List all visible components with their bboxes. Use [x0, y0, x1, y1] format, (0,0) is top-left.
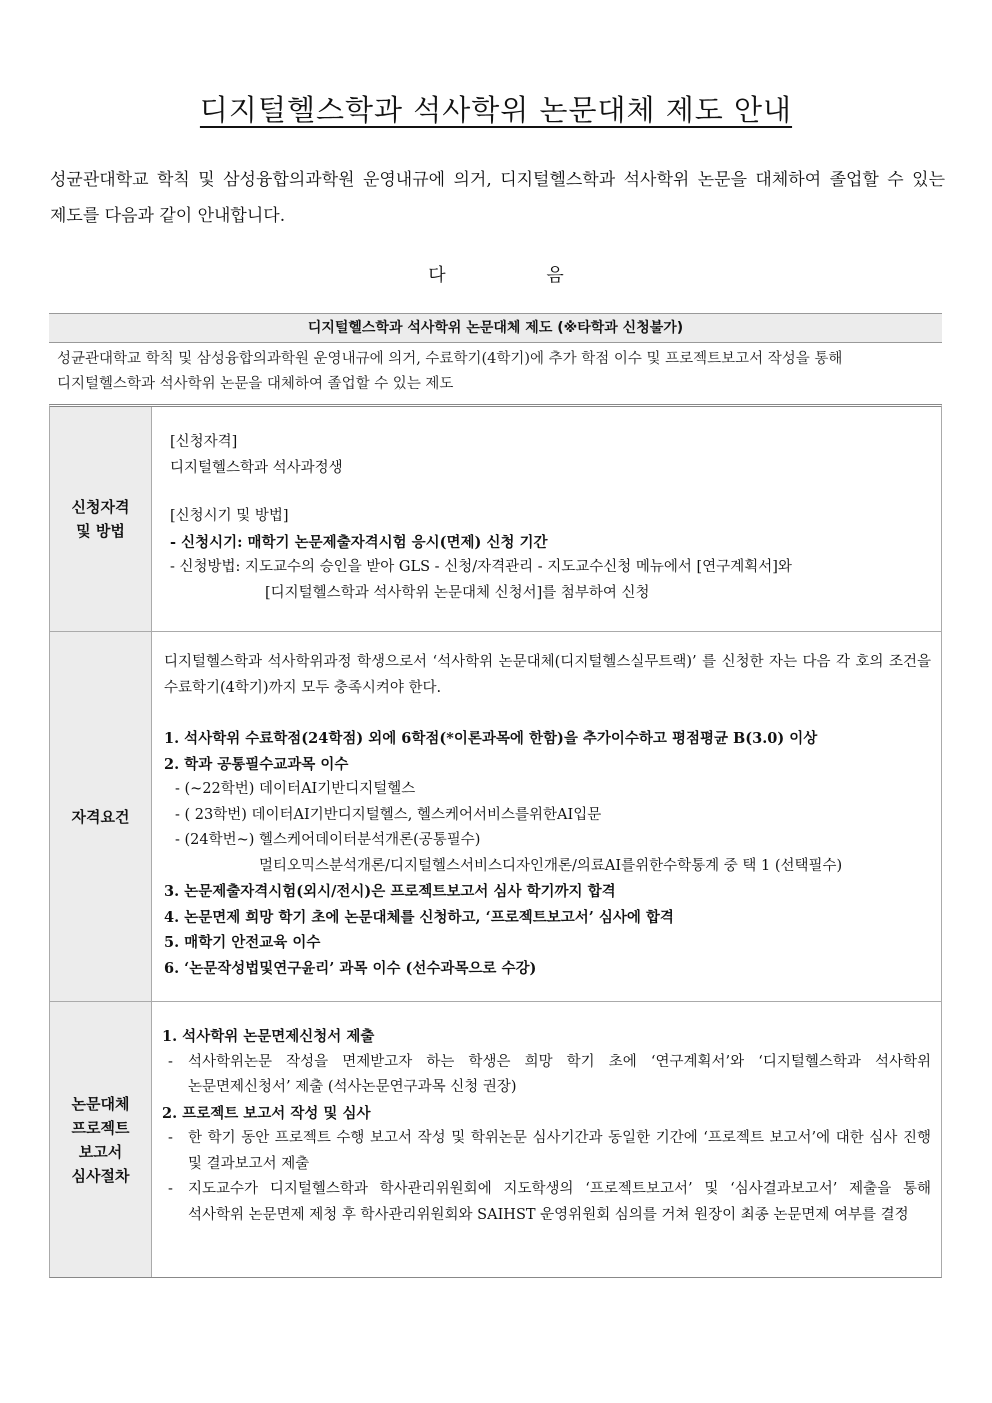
row-requirements [50, 632, 941, 1002]
requirements-intro: 디지털헬스학과 석사학위과정 학생으로서 ‘석사학위 논문대체(디지털헬스실무트랙)’ 를 신청한 자는 다음 각 호의 조건을 수료학기(4학기)까지 모두 충족시켜야 한다. [164, 654, 931, 696]
row-label-eligibility: 신청자격 및 방법 [50, 407, 152, 631]
requirement-sub-1: - (~22학번) 데이터AI기반디지털헬스 [175, 781, 416, 797]
row-label-procedure: 논문대체 프로젝트 보고서 심사절차 [50, 1002, 152, 1277]
application-method-cont: [디지털헬스학과 석사학위 논문대체 신청서]를 첨부하여 신청 [265, 584, 650, 601]
requirement-item-3: 3. 논문제출자격시험(외시/전시)은 프로젝트보고서 심사 학기까지 합격 [164, 883, 616, 900]
procedure-step-1-text: 석사학위논문 작성을 면제받고자 하는 학생은 희망 학기 초에 ‘연구계획서’와 ‘디지털헬스학과 석사학위 논문면제신청서’ 제출 (석사논문연구과목 신청 권장) [188, 1053, 931, 1095]
system-summary: 성균관대학교 학칙 및 삼성융합의과학원 운영내규에 의거, 수료학기(4학기)에 추가 학점 이수 및 프로젝트보고서 작성을 통해 디지털헬스학과 석사학위 논문을 대체하여 졸업할 수 있는 제도 [57, 351, 843, 392]
procedure-step-2-text-1: 한 학기 동안 프로젝트 수행 보고서 작성 및 학위논문 심사기간과 동일한 기간에 ‘프로젝트 보고서’에 대한 심사 진행 및 결과보고서 제출 [188, 1130, 931, 1172]
requirement-item-6: 6. ‘논문작성법및연구윤리’ 과목 이수 (선수과목으로 수강) [164, 959, 537, 977]
bullet-mark: - [168, 1181, 173, 1197]
procedure-step-2-text-2: 지도교수가 디지털헬스학과 학사관리위원회에 지도학생의 ‘프로젝트보고서’ 및 ‘심사결과보고서’ 제출을 통해 석사학위 논문면제 제청 후 학사관리위원회와 SAIHST 운영위원회 심의를 거쳐 원장이 최종 논문면제 여부를 결정 [188, 1181, 931, 1223]
row-procedure [50, 1002, 941, 1277]
intro-paragraph: 성균관대학교 학칙 및 삼성융합의과학원 운영내규에 의거, 디지털헬스학과 석사학위 논문을 대체하여 졸업할 수 있는 제도를 다음과 같이 안내합니다. [50, 170, 945, 226]
application-method: - 신청방법: 지도교수의 승인을 받아 GLS - 신청/자격관리 - 지도교수신청 메뉴에서 [연구계획서]와 [170, 559, 792, 575]
bullet-mark: - [168, 1053, 173, 1070]
application-period: - 신청시기: 매학기 논문제출자격시험 응시(면제) 신청 기간 [170, 533, 548, 551]
details-table [49, 404, 942, 1278]
requirement-sub-3: - (24학번~) 헬스케어데이터분석개론(공통필수) [175, 832, 481, 848]
qualification-heading: [신청자격] [170, 434, 238, 450]
page-title: 디지털헬스학과 석사학위 논문대체 제도 안내 [199, 93, 793, 127]
bullet-mark: - [168, 1130, 173, 1146]
qualification-text: 디지털헬스학과 석사과정생 [170, 459, 343, 476]
da-eum-label: 다 음 [428, 265, 564, 286]
procedure-step-2-bullet-2 [162, 1177, 931, 1228]
row-content-eligibility [152, 407, 941, 631]
requirement-sub-2: - ( 23학번) 데이터AI기반디지털헬스, 헬스케어서비스를위한AI입문 [175, 806, 602, 823]
procedure-step-2-title: 2. 프로젝트 보고서 작성 및 심사 [162, 1104, 371, 1122]
procedure-step-1-bullet [162, 1050, 931, 1101]
system-header: 디지털헬스학과 석사학위 논문대체 제도 (※타학과 신청불가) [49, 313, 942, 343]
requirement-item-5: 5. 매학기 안전교육 이수 [164, 934, 321, 951]
requirement-sub-3-elective: 멀티오믹스분석개론/디지털헬스서비스디자인개론/의료AI를위한수학통계 중 택 1 (선택필수) [259, 857, 843, 874]
row-label-requirements: 자격요건 [50, 632, 152, 1001]
period-heading: [신청시기 및 방법] [170, 508, 289, 524]
row-content-requirements [152, 632, 941, 1001]
procedure-step-2-bullet-1 [162, 1126, 931, 1177]
row-eligibility [50, 407, 941, 632]
requirement-item-2: 2. 학과 공통필수교과목 이수 [164, 755, 349, 773]
procedure-step-1-title: 1. 석사학위 논문면제신청서 제출 [162, 1028, 375, 1045]
requirement-item-4: 4. 논문면제 희망 학기 초에 논문대체를 신청하고, ‘프로젝트보고서’ 심사에 합격 [164, 908, 674, 926]
requirement-item-1: 1. 석사학위 수료학점(24학점) 외에 6학점(*이론과목에 한함)을 추가이수하고 평점평균 B(3.0) 이상 [164, 730, 818, 747]
row-content-procedure [152, 1002, 941, 1277]
